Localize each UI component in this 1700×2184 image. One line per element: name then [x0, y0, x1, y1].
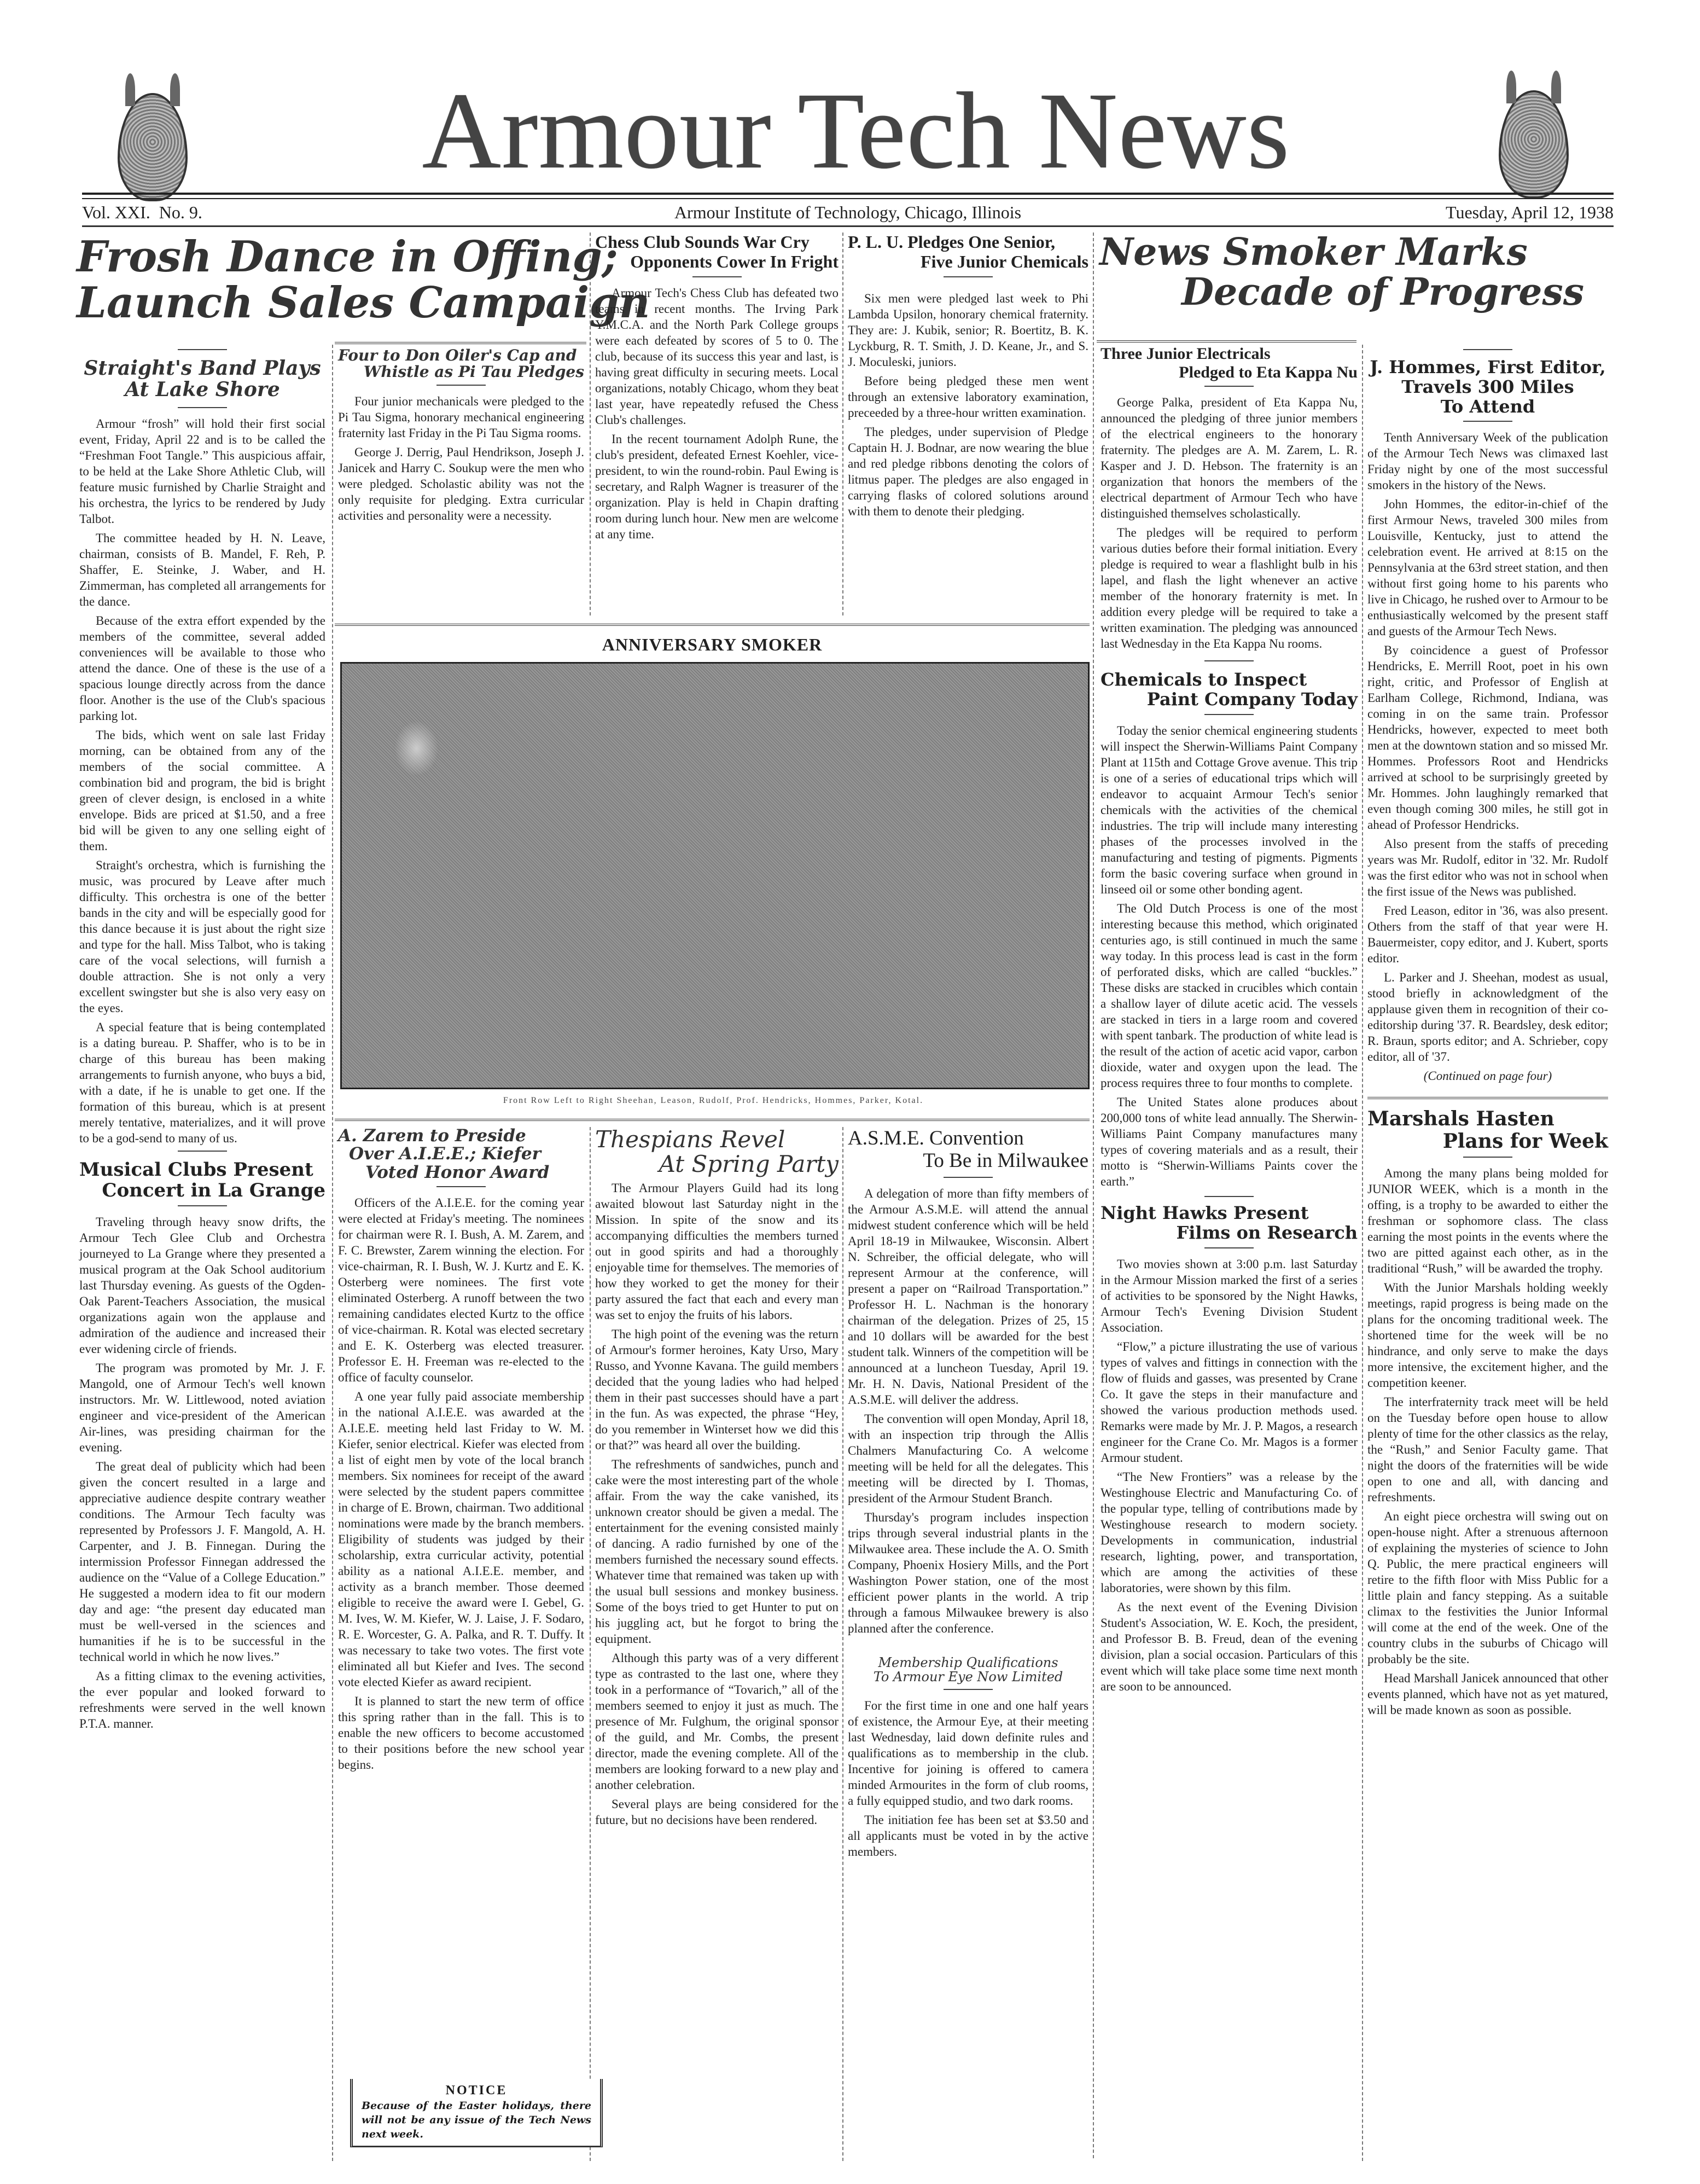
headline: Three Junior Electricals — [1101, 345, 1271, 363]
headline: Films on Research — [1176, 1222, 1358, 1243]
headline: A. Zarem to Preside — [338, 1126, 526, 1146]
paragraph: Today the senior chemical engineering students will inspect the Sherwin-Williams Paint Company Plant at 115th and Cottage Grove avenue. This trip is one of a series of educational trips which will endeavor to acquaint Armour Tech's senior chemicals with the activities of the chemical industries. The trip will include many interesting phases of the processes involved in the manufacturing and testing of pigments. Pigments form the basic covering surface when ground in linseed oil or some other bonding agent. — [1101, 723, 1358, 896]
headline: To Armour Eye Now Limited — [873, 1669, 1063, 1685]
article-aiee — [338, 1127, 584, 2073]
paragraph: Head Marshall Janicek announced that other events planned, which have not as yet matured, will be made known as soon as possible. — [1367, 1671, 1608, 1717]
paragraph: Armour “frosh” will hold their first social event, Friday, April 22 and is to be called the “Freshman Foot Tangle.” This auspicious affair, to be held at the Lake Shore Athletic Club, will feature music furnished by Charlie Straight and his orchestra, the lyrics to be rendered by Judy Talbot. — [79, 416, 325, 526]
photo-title: ANNIVERSARY SMOKER — [602, 635, 823, 654]
paragraph: The convention will open Monday, April 18, with an inspection trip through the Allis Chalmers Manufacturing Co. A welcome meeting will be held for all the delegates. This meeting will be directed by I. Thomas, president of the Armour Student Branch. — [848, 1412, 1088, 1505]
column-divider — [842, 233, 843, 615]
paragraph: In the recent tournament Adolph Rune, the club's president, defeated Ernest Koehler, vice-president, to win the round-robin. Paul Ewing is secretary, and Ralph Wagner is treasurer of the organization. Play is held in Chapin drafting room during lunch hour. New men are welcome at any time. — [595, 432, 839, 541]
headline: J. Hommes, First Editor, — [1370, 357, 1606, 377]
lead-headline-line: Decade of Progress — [1181, 270, 1584, 315]
group-photo — [340, 662, 1090, 1089]
paragraph: For the first time in one and one half years of existence, the Armour Eye, at their meeting last Wednesday, laid down definite rules and qualifications as to membership in the club. Incentive for joining is offered to camera minded Armourites in the form of club rooms, a fully equipped studio, and two dark rooms. — [848, 1698, 1088, 1808]
headline: To Attend — [1440, 396, 1535, 417]
section-rule — [335, 624, 1090, 626]
article-hommes — [1367, 345, 1608, 2161]
paragraph: The bids, which went on sale last Friday morning, can be obtained from any of the members of the social committee. A combination bid and program, the bid is bright green of clever design, is enclosed in a white envelope. Bids are priced at $1.50, and a free bid will be given to any one selling eight of them. — [79, 728, 325, 853]
paragraph: L. Parker and J. Sheehan, modest as usual, stood briefly in acknowledgment of the applause given them in recognition of their co-editorship during '37. R. Beardsley, desk editor; R. Braun, sports editor; and A. Schrieber, copy editor, all of '37. — [1367, 971, 1608, 1064]
paragraph: The refreshments of sandwiches, punch and cake were the most interesting part of the whole affair. From the way the cake vanished, its unknown creator should be given a medal. The entertainment for the evening consisted mainly of dancing. A radio furnished by one of the members furnished the necessary sound effects. Whatever time that remained was taken up with the usual bull sessions and monkey business. Some of the boys tried to get Hunter to put on his juggling act, but he forgot to bring the equipment. — [595, 1457, 839, 1646]
paragraph: A delegation of more than fifty members of the Armour A.S.M.E. will attend the annual midwest student conference which will be held April 18-19 in Milwaukee, Wisconsin. Albert N. Schreiber, the official delegate, who will represent Armour at the conference, will present a paper on “Railroad Transportation.” Professor H. L. Nachman is the honorary chairman of the delegation. Prizes of 25, 15 and 10 dollars will be awarded for the best student talk. Winners of the competition will be announced at a luncheon Tuesday, April 19. Mr. H. N. Davis, National President of the A.S.M.E. will deliver the address. — [848, 1186, 1088, 1407]
headline: P. L. U. Pledges One Senior, — [848, 232, 1055, 252]
paragraph: Traveling through heavy snow drifts, the Armour Tech Glee Club and Orchestra journeyed to La Grange where they presented a musical program at the Oak School auditorium last Thursday evening. As guests of the Ogden-Oak Parent-Teachers Association, the musical organizations again won the applause and admiration of the audience and increased their ever widening circle of friends. — [79, 1215, 325, 1356]
paragraph: The Old Dutch Process is one of the most interesting because this method, which originated centuries ago, is still continued in much the same way today. In this process lead is cast in the form of perforated disks, which are called “buckles.” These disks are stacked in crucibles which contain a shallow layer of dilute acetic acid. The vessels are stacked in tiers in a large room and covered with spent tanbark. The production of white lead is the result of the action of acetic acid vapor, carbon dioxide, water and oxygen upon the lead. The process requires three to four months to complete. — [1101, 901, 1358, 1090]
lead-headline-line: Launch Sales Campaign — [77, 278, 650, 328]
paragraph: Thursday's program includes inspection trips through several industrial plants in the Milwaukee area. These include the A. O. Smith Company, Phoenix Hosiery Mills, and the Port Washington Power station, one of the most efficient power plants in the world. A trip through a famous Milwaukee brewery is also planned after the conference. — [848, 1510, 1088, 1635]
article-plu — [848, 233, 1088, 618]
column-divider — [590, 1127, 591, 2161]
paragraph: The Armour Players Guild had its long awaited blowout last Saturday night in the Mission. In spite of the snow and its accompanying difficulties the members turned out in good spirits and had a thoroughly enjoyable time for themselves. The memories of how they worked to get the money for their party assured the fact that each and every man was set to enjoy the fruits of his labors. — [595, 1181, 839, 1322]
paragraph: The pledges, under supervision of Pledge Captain H. J. Bodnar, are now wearing the blue and red pledge ribbons denoting the colors of litmus paper. The pledges are also engaged in carrying flasks of colored solutions around with them to denote their pledging. — [848, 425, 1088, 518]
paragraph: Armour Tech's Chess Club has defeated two teams in recent months. The Irving Park Y.M.C.A. and the North Park College groups were each defeated by scores of 5 to 0. The club, because of its success this year and last, is having great difficulty in securing meets. Local organizations, notably Chicago, whom they beat last year, have repeatedly refused the Chess Club's challenges. — [595, 286, 839, 427]
article-chess-club — [595, 233, 839, 618]
notice-box — [350, 2079, 603, 2147]
section-rule — [1367, 1097, 1608, 1099]
paragraph: George J. Derrig, Paul Hendrikson, Joseph J. Janicek and Harry C. Soukup were the men who were pledged. Scholastic ability was not the only requisite for pledging. Extra curricular activities and personality were a necessity. — [338, 445, 584, 523]
headline: Travels 300 Miles — [1401, 376, 1574, 397]
issue-date: Tuesday, April 12, 1938 — [1446, 202, 1614, 222]
headline: Concert in La Grange — [102, 1179, 325, 1201]
paragraph: George Palka, president of Eta Kappa Nu, announced the pledging of three junior members of the electrical engineers to the honorary fraternity. The pledges are A. M. Zarem, L. R. Kasper and J. D. Hebson. The fraternity is an organization that honors the members of the electrical department of Armour Tech who have distinguished themselves scholastically. — [1101, 396, 1358, 521]
headline: Whistle as Pi Tau Pledges — [363, 363, 584, 381]
paragraph: “The New Frontiers” was a release by the Westinghouse Electric and Manufacturing Co. of the popular type, telling of contributions made by Westinghouse research to modern society. Developments in communication, industrial research, lighting, power, and transportation, which are among the activities of these laboratories, were shown by this film. — [1101, 1469, 1358, 1595]
article-armour-eye-head — [848, 1656, 1088, 1685]
volume-number — [82, 201, 202, 223]
headline: Chess Club Sounds War Cry — [595, 232, 810, 252]
notice-title: NOTICE — [445, 2083, 508, 2098]
continued-note: (Continued on page four) — [1423, 1069, 1552, 1083]
headline: Chemicals to Inspect — [1101, 669, 1307, 690]
paragraph: A special feature that is being contemplated is a dating bureau. P. Shaffer, who is to be in charge of this bureau has been making arrangements to furnish anyone, who buys a bid, with a date, if he is unable to get one. If the formation of this bureau, which is at present merely tentative, materializes, and it will prove to be a god-send to many of us. — [79, 1020, 325, 1145]
masthead-underline — [82, 225, 1614, 229]
paragraph: An eight piece orchestra will swing out on open-house night. After a strenuous afternoon of explaining the mysteries of science to John Q. Public, the mere practical engineers will retire to the fifth floor with Miss Public for a little plain and fancy stepping. As a suitable climax to the festivities the Junior Informal will come at the end of the week. One of the country clubs in the suburbs of Chicago will probably be the site. — [1367, 1509, 1608, 1666]
paragraph: Several plays are being considered for the future, but no decisions have been rendered. — [595, 1797, 839, 1827]
paragraph: Also present from the staffs of preceding years was Mr. Rudolf, editor in '32. Mr. Rudolf was the first editor who was not in school when the first issue of the News was published. — [1367, 837, 1608, 899]
headline: Night Hawks Present — [1101, 1202, 1309, 1223]
lead-headline-left — [77, 232, 650, 338]
paragraph: The initiation fee has been set at $3.50 and all applicants must be voted in by the active members. — [848, 1813, 1088, 1858]
headline: Paint Company Today — [1146, 689, 1358, 710]
headline: Four to Don Oiler's Cap and — [338, 346, 577, 364]
headline: Marshals Hasten — [1367, 1107, 1555, 1131]
lead-headline-line: Frosh Dance in Offing; — [77, 232, 618, 282]
masthead-rule — [82, 193, 1614, 199]
paragraph: Four junior mechanicals were pledged to the Pi Tau Sigma, honorary mechanical engineering fraternity last Friday in the Pi Tau Sigma rooms. — [338, 394, 584, 440]
column-divider — [1362, 345, 1363, 2161]
paragraph: Before being pledged these men went through an extensive laboratory examination, preceeded by a three-hour written examination. — [848, 374, 1088, 420]
article-thespians — [595, 1127, 839, 2161]
paragraph: The United States alone produces about 200,000 tons of white lead annually. The Sherwin-Williams Paint Company manufactures many types of covering materials and as a result, their motto is “Sherwin-Williams Paints cover the earth.” — [1101, 1095, 1358, 1188]
paragraph: By coincidence a guest of Professor Hendricks, E. Merrill Root, poet in his own right, critic, and Professor of English at Earlham College, Richmond, Indiana, was coming in on the same train. Professor Hendricks, however, expected to meet both men at the downtown station and so missed Mr. Hommes. Professors Root and Hendricks arrived at school to be surprisingly greeted by Mr. Hommes. John laughingly remarked that even though coming 300 miles, he still got in ahead of Professor Hendricks. — [1367, 643, 1608, 832]
paragraph: Because of the extra effort expended by the members of the committee, several added conveniences will be available to those who attend the dance. One of these is the use of a spacious lounge directly across from the dance floor. Another is the use of the Club's spacious parking lot. — [79, 613, 325, 723]
article-eta-kappa — [1101, 345, 1358, 2161]
headline: Voted Honor Award — [365, 1162, 550, 1182]
headline: Over A.I.E.E.; Kiefer — [349, 1144, 541, 1164]
issue-number: No. 9. — [159, 202, 202, 222]
paragraph: The high point of the evening was the return of Armour's former heroines, Katy Urso, Mary Russo, and Yvonne Kavana. The guild members decided that the young ladies who had helped them in their past successes should have a part in the fun. As was expected, the phrase “Hey, do you remember in Winterset how we did this or that?” was heard all over the building. — [595, 1327, 839, 1452]
paragraph: The pledges will be required to perform various duties before their formal initiation. Every pledge is required to wear a flashlight bulb in his lapel, and flash the light whenever an active member of the honorary fraternity is met. In addition every pledge will be required to take a written examination. The pledging was announced last Wednesday in the Eta Kappa Nu rooms. — [1101, 526, 1358, 651]
paragraph: A one year fully paid associate membership in the national A.I.E.E. was awarded at the A.I.E.E. meeting held last Friday to W. M. Kiefer, senior electrical. Kiefer was elected from a list of eight men by vote of the local branch members. Six nominees for receipt of the award were selected by the student papers committee in charge of E. Brown, chairman. Two additional nominations were made by the branch members. Eligibility of students was judged by their scholarship, extra curricular activity, potential ability as a national A.I.E.E. member, and activity as a branch member. Those deemed eligible to receive the award were I. Gebel, G. M. Ives, W. M. Kiefer, W. J. Laise, J. F. Sodaro, R. E. Worcester, G. A. Palka, and R. T. Duffy. It was necessary to take two votes. The first vote eliminated all but Kiefer and Ives. The second vote elected Kiefer as award recipient. — [338, 1390, 584, 1689]
paragraph: The committee headed by H. N. Leave, chairman, consists of B. Mandel, F. Reh, P. Shaffer, E. Steinke, J. Waber, and H. Zimmerman, has completed all arrangements for the dance. — [79, 531, 325, 608]
paragraph: As the next event of the Evening Division Student's Association, W. E. Koch, the president, and Professor B. B. Freud, dean of the evening division, plan a social occasion. Particulars of this event which will take place some time next month are soon to be announced. — [1101, 1600, 1358, 1693]
paragraph: The program was promoted by Mr. J. F. Mangold, one of Armour Tech's well known instructors. Mr. W. Littlewood, noted aviation engineer and vice-president of the American Air-lines, was presiding chairman for the evening. — [79, 1361, 325, 1454]
section-rule — [335, 342, 586, 344]
column-divider — [332, 345, 333, 2161]
institution-line: Armour Institute of Technology, Chicago, Illinois — [674, 202, 1022, 222]
paragraph: Tenth Anniversary Week of the publication of the Armour Tech News was climaxed last Friday night by one of the most successful smokers in the history of the News. — [1367, 431, 1608, 492]
article-asme — [848, 1127, 1088, 2161]
paragraph: Six men were pledged last week to Phi Lambda Upsilon, honorary chemical fraternity. They are: J. Kubik, senior; R. Boertitz, B. K. Lyckburg, R. T. Smith, J. D. Keane, Jr., and S. J. Moculeski, juniors. — [848, 291, 1088, 369]
masthead-title: Armour Tech News — [422, 71, 1290, 191]
headline: A.S.M.E. Convention — [848, 1127, 1024, 1149]
headline: Thespians Revel — [595, 1126, 785, 1153]
paragraph: Straight's orchestra, which is furnishing the music, was procured by Leave after much difficulty. This orchestra is one of the better bands in the city and will be especially good for this dance because it is just about the right size and type for the hall. Miss Talbot, who is taking care of the vocal selections, will furnish a double attraction. She is not only a very excellent swingster but she is also very easy on the eyes. — [79, 858, 325, 1015]
paragraph: The great deal of publicity which had been given the concert resulted in a large and appreciative audience despite contrary weather conditions. The Armour Tech faculty was represented by Professors J. F. Mangold, A. H. Carpenter, and J. B. Finnegan. During the intermission Professor Finnegan addressed the audience on the “Value of a College Education.” He suggested a modern idea to fit our modern day and age: “the present day educated man must be well-versed in the sciences and humanities if he is to be successful in the technical world in which he now lives.” — [79, 1459, 325, 1664]
paragraph: Two movies shown at 3:00 p.m. last Saturday in the Armour Mission marked the first of a series of activities to be sponsored by the Night Hawks, Armour Tech's Evening Division Student Association. — [1101, 1257, 1358, 1334]
headline: Pledged to Eta Kappa Nu — [1179, 363, 1358, 381]
paragraph: Fred Leason, editor in '36, was also present. Others from the staff of that year were H. Bauermeister, copy editor, and J. Kubert, sports editor. — [1367, 904, 1608, 966]
photo-caption: Front Row Left to Right Sheehan, Leason, Rudolf, Prof. Hendricks, Hommes, Parker, Kotal. — [503, 1096, 924, 1105]
headline: At Spring Party — [659, 1151, 839, 1178]
paragraph: Although this party was of a very different type as contrasted to the last one, where they took in a performance of “Tovarich,” all of the members seemed to enjoy it just as much. The presence of Mr. Fulghum, the original sponsor of the guild, and Mr. Combs, the present director, made the evening complete. All of the members are looking forward to a new play and another celebration. — [595, 1651, 839, 1792]
paragraph: Officers of the A.I.E.E. for the coming year were elected at Friday's meeting. The nominees for chairman were R. I. Bush, A. M. Zarem, and F. C. Brewster, Zarem winning the election. For vice-chairman, R. I. Bush, W. J. Kurtz and E. K. Osterberg were nominees. The first vote eliminated Osterberg. A runoff between the two remaining candidates elected Kurtz to the office of vice-chairman. R. Kotal was elected secretary and E. K. Osterberg was elected treasurer. Professor E. H. Freeman was re-elected to the office of faculty counselor. — [338, 1196, 584, 1385]
paragraph: Among the many plans being molded for JUNIOR WEEK, which is a month in the offing, is a trophy to be awarded to either the freshman or sophomore class. The class earning the most points in the events where the two are pitted against each other, as in the traditional “Rush,” will be awarded the trophy. — [1367, 1166, 1608, 1276]
headline: To Be in Milwaukee — [923, 1149, 1088, 1172]
paragraph: It is planned to start the new term of office this spring rather than in the fall. This is to enable the new officers to become accustomed to their positions before the new school year begins. — [338, 1694, 584, 1772]
paragraph: As a fitting climax to the evening activities, the ever popular and looked forward to refreshments were served in the well known P.T.A. manner. — [79, 1669, 325, 1730]
section-rule — [1097, 340, 1356, 342]
lead-headline-right — [1099, 230, 1608, 336]
paragraph: “Flow,” a picture illustrating the use of various types of valves and fittings in connection with the flow of fluids and gasses, was presented by Crane Co. It gave the steps in their manufacture and showed the various production methods used. Remarks were made by Mr. J. P. Magos, a research engineer for the Crane Co. Mr. Magos is a former Armour student. — [1101, 1339, 1358, 1465]
article-frosh-dance — [79, 345, 325, 2161]
column-divider — [842, 1127, 843, 2161]
paragraph: With the Junior Marshals holding weekly meetings, rapid progress is being made on the plans for the oncoming traditional week. The shortened time for the week will be no hindrance, and only serve to make the days more intensive, the excitement higher, and the competition keener. — [1367, 1281, 1608, 1390]
headline: Membership Qualifications — [878, 1654, 1058, 1670]
headline: Plans for Week — [1442, 1129, 1608, 1153]
article-pi-tau — [338, 347, 584, 618]
headline: Opponents Cower In Fright — [630, 251, 839, 271]
column-divider — [1093, 233, 1094, 2158]
headline: Five Junior Chemicals — [921, 251, 1088, 271]
paragraph: John Hommes, the editor-in-chief of the first Armour News, traveled 300 miles from Louisville, Kentucky, just to attend the celebration event. He arrived at 8:15 on the Pennsylvania at the 63rd street station, and then without first going home to his parents who live in Chicago, he rushed over to Armour to be enthusiastically welcomed by the present staff and guests of the Armour Tech News. — [1367, 497, 1608, 638]
lead-headline-line: News Smoker Marks — [1099, 230, 1528, 274]
notice-body: Because of the Easter holidays, there will not be any issue of the Tech News next week. — [362, 2100, 591, 2140]
school-seal-right-icon — [1499, 90, 1569, 199]
headline: Musical Clubs Present — [79, 1158, 313, 1181]
school-seal-left-icon — [118, 93, 188, 201]
subheadline: Straight's Band Plays — [84, 357, 321, 380]
section-rule — [335, 1119, 1090, 1121]
volume: Vol. XXI. — [82, 202, 150, 222]
paragraph: The interfraternity track meet will be held on the Tuesday before open house to allow plenty of time for the other classics as the relay, the “Rush,” and Senior Faculty game. That night the doors of the fraternities will be wide open to one and all, with dancing and refreshments. — [1367, 1395, 1608, 1505]
subheadline: At Lake Shore — [125, 377, 280, 401]
